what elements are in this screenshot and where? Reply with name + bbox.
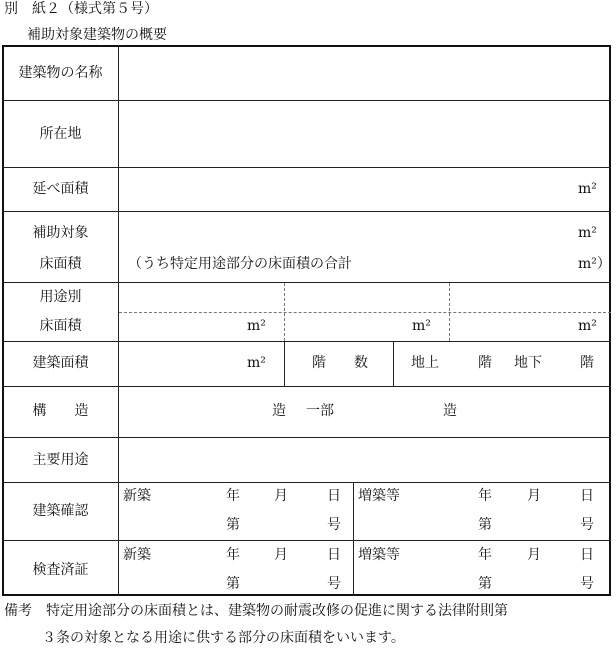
usage-area-label-line2: 床面積 [39,318,82,334]
number-suffix: 号 [580,517,594,533]
month-word: 月 [274,547,288,563]
location-label: 所在地 [39,126,82,142]
form-label: 別 紙２（様式第５号） [4,1,158,17]
year-word: 年 [478,488,492,504]
unit-square-meter: m² [412,318,431,334]
number-suffix: 号 [327,517,341,533]
floors-divider [393,341,394,386]
row-divider [2,282,611,283]
year-word: 年 [226,547,240,563]
row-divider [2,100,611,101]
unit-square-meter: m² [578,318,597,334]
number-prefix: 第 [478,517,492,533]
unit-square-meter: m² [578,225,597,241]
unit-square-meter: m² [247,318,266,334]
partial-word: 一部 [306,403,334,419]
new-construction-label: 新築 [123,547,151,563]
building-area-label: 建築面積 [32,355,89,371]
subsidized-area-label-line1: 補助対象 [32,225,89,241]
number-suffix: 号 [580,576,594,592]
inspection-certificate-label: 検査済証 [32,562,89,578]
row-divider [2,437,611,438]
day-word: 日 [327,547,341,563]
usage-area-label-line1: 用途別 [39,289,82,305]
day-word: 日 [580,547,594,563]
usage-area-dashed-divider [284,283,285,341]
structure-label: 構 造 [32,403,89,419]
construction-word: 造 [272,403,286,419]
floor-word: 階 [580,355,594,371]
document-subtitle: 補助対象建築物の概要 [27,27,167,43]
below-ground-label: 地下 [514,355,542,371]
building-name-label: 建築物の名称 [18,65,103,81]
year-word: 年 [226,488,240,504]
main-use-label: 主要用途 [32,452,89,468]
usage-area-dashed-divider [119,312,611,313]
row-divider [2,167,611,168]
subsidized-area-label-line2: 床面積 [39,256,82,272]
new-construction-label: 新築 [123,488,151,504]
floor-word: 階 [478,355,492,371]
footnote-line1: 備考 特定用途部分の床面積とは、建築物の耐震改修の促進に関する法律附則第 [4,603,508,619]
month-word: 月 [527,547,541,563]
row-divider [2,482,611,483]
number-suffix: 号 [327,576,341,592]
unit-square-meter: m² [578,181,597,197]
row-divider [2,341,611,342]
number-prefix: 第 [478,576,492,592]
footnote-line2: ３条の対象となる用途に供する部分の床面積をいいます。 [42,630,405,646]
construction-word: 造 [443,403,457,419]
floors-label: 階 数 [312,355,368,371]
usage-area-dashed-divider [449,283,450,341]
day-word: 日 [580,488,594,504]
month-word: 月 [527,488,541,504]
number-prefix: 第 [226,517,240,533]
row-divider [2,540,611,541]
addition-label: 増築等 [358,547,400,563]
row-divider [2,211,611,212]
day-word: 日 [327,488,341,504]
number-prefix: 第 [226,576,240,592]
month-word: 月 [274,488,288,504]
unit-square-meter: m² [247,355,266,371]
year-word: 年 [478,547,492,563]
new-addition-divider [353,482,354,596]
building-area-divider [284,341,285,386]
row-divider [2,386,611,387]
specific-use-area-note: （うち特定用途部分の床面積の合計 [128,256,352,272]
total-floor-area-label: 延べ面積 [32,181,89,197]
building-confirmation-label: 建築確認 [32,503,89,519]
unit-square-meter-close: m²） [578,256,611,272]
addition-label: 増築等 [358,488,400,504]
above-ground-label: 地上 [411,355,439,371]
